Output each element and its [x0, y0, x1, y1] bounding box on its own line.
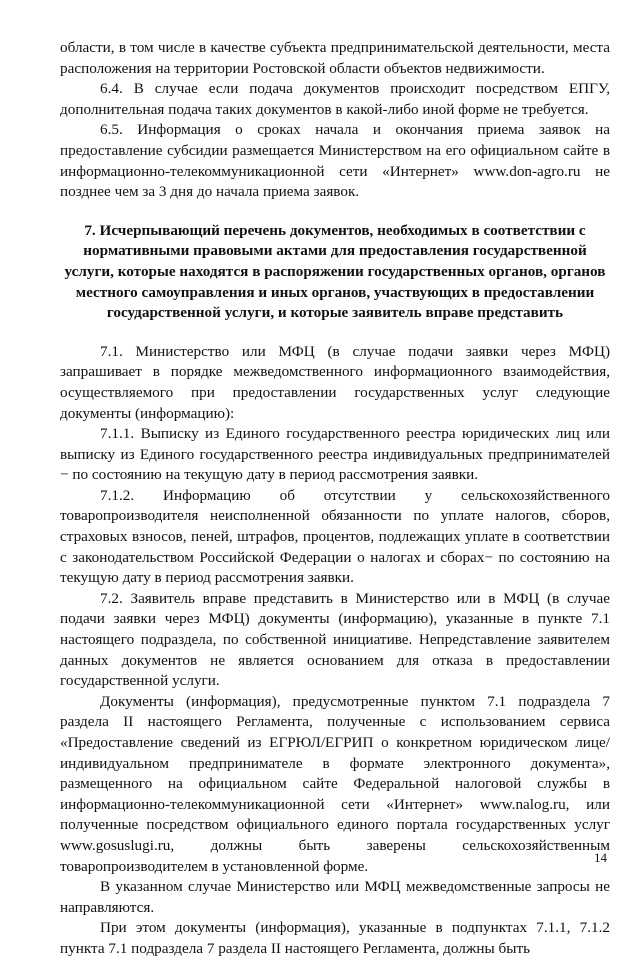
- heading-line: нормативными правовыми актами для предоставления государственной: [83, 242, 587, 260]
- paragraph-7-1-2: 7.1.2. Информацию об отсутствии у сельскохозяйственного товаропроизводителя неисполненной обязанности по уплате налогов, сборов, страховых взносов, пеней, штрафов, процентов, подлежащих уплате в соответствии с законодательством Российской Федерации о налогах и сборах− по состоянию на текущую дату в период рассмотрения заявки.: [60, 486, 610, 587]
- document-body: [60, 38, 610, 960]
- section-7-heading: [60, 221, 610, 324]
- paragraph-6-4: 6.4. В случае если подача документов происходит посредством ЕПГУ, дополнительная подача таких документов в какой-либо иной форме не требуется.: [60, 80, 610, 118]
- paragraph-7-1: 7.1. Министерство или МФЦ (в случае подачи заявки через МФЦ) запрашивает в порядке межведомственного информационного взаимодействия, осуществляемого при предоставлении государственных услуг следующие документы (информацию):: [60, 342, 610, 422]
- page-number: 14: [594, 850, 607, 865]
- heading-line: государственной услуги, и которые заявитель вправе представить: [106, 304, 564, 322]
- heading-line: услуги, которые находятся в распоряжении государственных органов, органов: [64, 262, 606, 280]
- paragraph-continuation: области, в том числе в качестве субъекта предпринимательской деятельности, места расположения на территории Ростовской области объектов недвижимости.: [60, 39, 610, 77]
- heading-line: 7. Исчерпывающий перечень документов, необходимых в соответствии с: [84, 221, 586, 239]
- paragraph-requests-note: В указанном случае Министерство или МФЦ межведомственные запросы не направляются.: [60, 878, 610, 916]
- paragraph-documents-info: Документы (информация), предусмотренные пунктом 7.1 подраздела 7 раздела II настоящего Регламента, полученные с использованием сервиса «Предоставление сведений из ЕГРЮЛ/ЕГРИП о конкретном юридическом лице/индивидуальном предпринимателе в формате электронного документа», размещенного на официальном сайте Федеральной налоговой службы в информационно-телекоммуникационной сети «Интернет» www.nalog.ru, или полученные посредством официального единого портала государственных услуг www.gosuslugi.ru, должны быть заверены сельскохозяйственным товаропроизводителем в установленной форме.: [60, 692, 610, 875]
- heading-line: местного самоуправления и иных органов, участвующих в предоставлении: [75, 283, 595, 301]
- paragraph-7-2: 7.2. Заявитель вправе представить в Министерство или в МФЦ (в случае подачи заявки через МФЦ) документы (информацию), указанные в пункте 7.1 настоящего подраздела, по собственной инициативе. Непредставление заявителем данных документов не является основанием для отказа в предоставлении государственной услуги.: [60, 589, 610, 690]
- paragraph-6-5: 6.5. Информация о сроках начала и окончания приема заявок на предоставление субсидии размещается Министерством на его официальном сайте в информационно-телекоммуникационной сети «Интернет» www.don-agro.ru не позднее чем за 3 дня до начала приема заявок.: [60, 121, 610, 201]
- paragraph-7-1-1: 7.1.1. Выписку из Единого государственного реестра юридических лиц или выписку из Единого государственного реестра индивидуальных предпринимателей − по состоянию на текущую дату в период рассмотрения заявки.: [60, 425, 610, 484]
- paragraph-subparagraphs-note: При этом документы (информация), указанные в подпунктах 7.1.1, 7.1.2 пункта 7.1 подраздела 7 раздела II настоящего Регламента, должны быть: [60, 919, 610, 957]
